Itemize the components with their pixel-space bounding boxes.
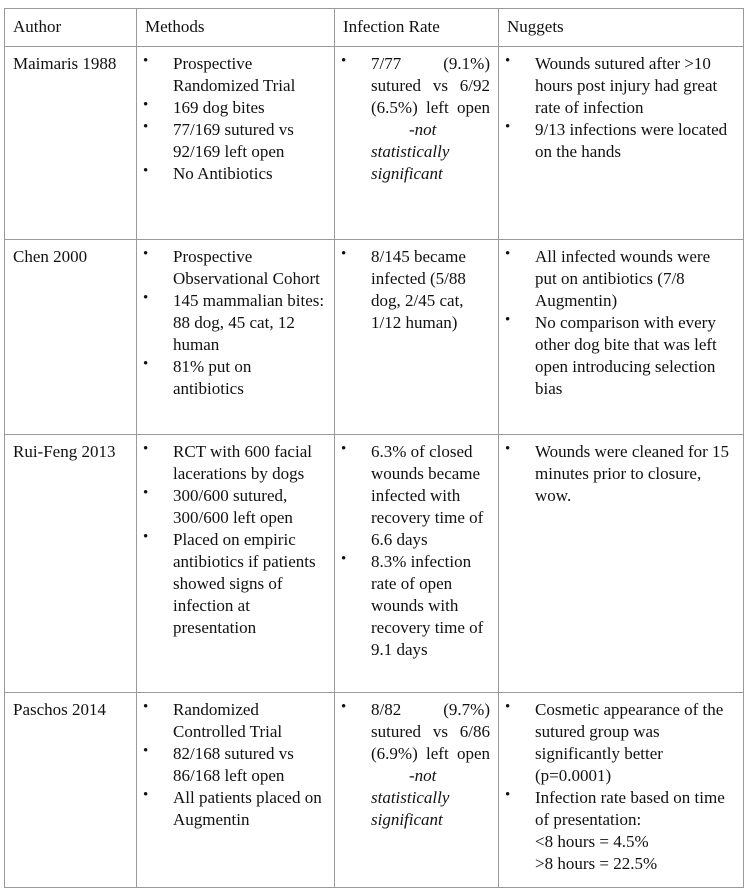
bullet-icon: •	[341, 246, 347, 262]
bullet-icon: •	[143, 441, 149, 457]
infection-rate-list	[343, 441, 490, 661]
nuggets-list	[507, 699, 735, 875]
methods-cell	[137, 47, 335, 240]
methods-list	[145, 699, 326, 831]
bullet-icon: •	[143, 743, 149, 759]
methods-cell	[137, 435, 335, 693]
bullet-icon: •	[143, 485, 149, 501]
nuggets-cell	[499, 47, 744, 240]
header-nuggets: Nuggets	[499, 9, 744, 47]
bullet-icon: •	[505, 312, 511, 328]
bullet-icon: •	[505, 53, 511, 69]
header-author: Author	[5, 9, 137, 47]
list-item: • 8/145 became infected (5/88 dog, 2/45 cat, 1/12 human)	[343, 246, 490, 334]
bullet-icon: •	[143, 53, 149, 69]
author-cell: Rui-Feng 2013	[5, 435, 137, 693]
list-item: • No Antibiotics	[145, 163, 326, 185]
table-row	[5, 47, 744, 240]
list-item: • No comparison with every other dog bite that was left open introducing selection bias	[507, 312, 735, 400]
list-item: • Wounds were cleaned for 15 minutes prior to closure, wow.	[507, 441, 735, 507]
list-item: • 145 mammalian bites: 88 dog, 45 cat, 12 human	[145, 290, 326, 356]
bullet-icon: •	[341, 551, 347, 567]
author-cell: Maimaris 1988	[5, 47, 137, 240]
methods-list	[145, 441, 326, 639]
infection-over-8-hours: >8 hours = 22.5%	[535, 854, 658, 873]
infection-rate-cell	[335, 47, 499, 240]
header-infection-rate: Infection Rate	[335, 9, 499, 47]
list-item: • 82/168 sutured vs 86/168 left open	[145, 743, 326, 787]
table-row	[5, 435, 744, 693]
methods-cell	[137, 693, 335, 888]
list-item: • 6.3% of closed wounds became infected with recovery time of 6.6 days	[343, 441, 490, 551]
bullet-icon: •	[143, 119, 149, 135]
bullet-icon: •	[143, 529, 149, 545]
literature-review-table	[4, 8, 744, 888]
bullet-icon: •	[341, 441, 347, 457]
methods-cell	[137, 240, 335, 435]
methods-list	[145, 53, 326, 185]
bullet-icon: •	[143, 699, 149, 715]
bullet-icon: •	[341, 699, 347, 715]
bullet-icon: •	[505, 119, 511, 135]
author-cell: Chen 2000	[5, 240, 137, 435]
list-item: • Prospective Observational Cohort	[145, 246, 326, 290]
author-cell: Paschos 2014	[5, 693, 137, 888]
significance-note: -not statistically significant	[371, 766, 450, 829]
nuggets-cell	[499, 435, 744, 693]
list-item: • 81% put on antibiotics	[145, 356, 326, 400]
bullet-icon: •	[505, 441, 511, 457]
list-item: • RCT with 600 facial lacerations by dogs	[145, 441, 326, 485]
list-item: • 300/600 sutured, 300/600 left open	[145, 485, 326, 529]
significance-note: -not statistically significant	[371, 120, 450, 183]
list-item: • Wounds sutured after >10 hours post injury had great rate of infection	[507, 53, 735, 119]
nuggets-cell	[499, 240, 744, 435]
bullet-icon: •	[341, 53, 347, 69]
infection-rate-list	[343, 246, 490, 334]
list-item: • All patients placed on Augmentin	[145, 787, 326, 831]
nuggets-list	[507, 441, 735, 507]
bullet-icon: •	[505, 246, 511, 262]
list-item: • 77/169 sutured vs 92/169 left open	[145, 119, 326, 163]
infection-rate-list	[343, 699, 490, 831]
header-methods: Methods	[137, 9, 335, 47]
list-item: • 8.3% infection rate of open wounds with recovery time of 9.1 days	[343, 551, 490, 661]
table-row	[5, 240, 744, 435]
list-item: • Prospective Randomized Trial	[145, 53, 326, 97]
list-item: • Cosmetic appearance of the sutured group was significantly better (p=0.0001)	[507, 699, 735, 787]
list-item: • All infected wounds were put on antibiotics (7/8 Augmentin)	[507, 246, 735, 312]
list-item: • Infection rate based on time of presentation: <8 hours = 4.5% >8 hours = 22.5%	[507, 787, 735, 875]
nuggets-list	[507, 53, 735, 163]
infection-rate-cell	[335, 693, 499, 888]
bullet-icon: •	[143, 163, 149, 179]
bullet-icon: •	[143, 97, 149, 113]
table-row	[5, 693, 744, 888]
methods-list	[145, 246, 326, 400]
bullet-icon: •	[505, 699, 511, 715]
list-item: • 8/82 (9.7%) sutured vs 6/86 (6.9%) left open-not statistically significant	[343, 699, 490, 831]
bullet-icon: •	[143, 290, 149, 306]
list-item: • 7/77 (9.1%) sutured vs 6/92 (6.5%) left open-not statistically significant	[343, 53, 490, 185]
list-item: • Placed on empiric antibiotics if patients showed signs of infection at presentation	[145, 529, 326, 639]
list-item: • 169 dog bites	[145, 97, 326, 119]
bullet-icon: •	[143, 787, 149, 803]
list-item: • 9/13 infections were located on the hands	[507, 119, 735, 163]
nuggets-cell	[499, 693, 744, 888]
infection-rate-cell	[335, 435, 499, 693]
infection-rate-cell	[335, 240, 499, 435]
bullet-icon: •	[143, 246, 149, 262]
bullet-icon: •	[505, 787, 511, 803]
infection-under-8-hours: <8 hours = 4.5%	[535, 832, 649, 851]
bullet-icon: •	[143, 356, 149, 372]
table-header-row	[5, 9, 744, 47]
nuggets-list	[507, 246, 735, 400]
list-item: • Randomized Controlled Trial	[145, 699, 326, 743]
infection-rate-list	[343, 53, 490, 185]
